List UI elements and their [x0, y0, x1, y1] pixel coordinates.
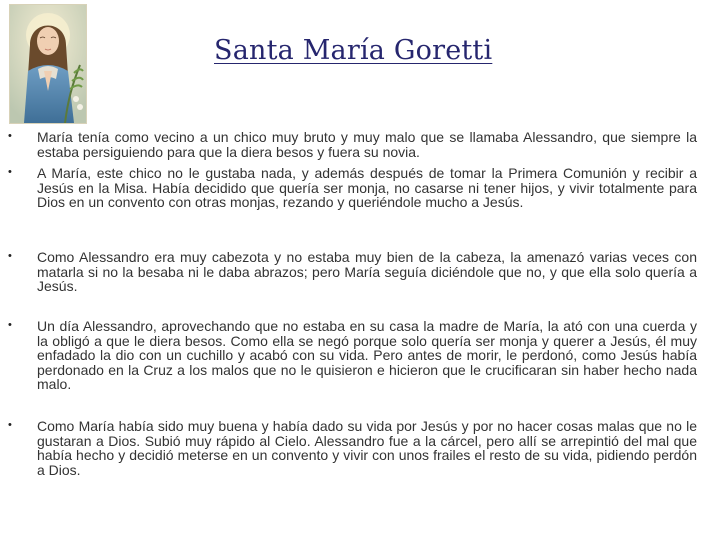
saint-portrait-icon [9, 4, 87, 124]
paragraph: María tenía como vecino a un chico muy bruto y muy malo que se llamaba Alessandro, que siempre la estaba persiguiendo para que la diera besos y fuera su novia. [37, 129, 697, 160]
paragraph: Como Alessandro era muy cabezota y no estaba muy bien de la cabeza, la amenazó varias veces con matarla si no la besaba ni le daba abrazos; pero María seguía diciéndole que no, y que ella solo quería a Jesús. [37, 249, 697, 294]
bullet-icon: • [8, 250, 12, 262]
paragraph: Un día Alessandro, aprovechando que no estaba en su casa la madre de María, la ató con una cuerda y la obligó a que le diera besos. Como ella se negó porque solo quería ser monja y querer a Jesús, él muy enfadado la dio con un cuchillo y acabó con su vida. Pero antes de morir, le perdonó, como Jesús había perdonado en la Cruz a los malos que no le quisieron e hicieron que le crucificaran sin haber hecho nada malo. [37, 318, 697, 392]
bullet-icon: • [8, 319, 12, 331]
bullet-icon: • [8, 166, 12, 178]
bullet-icon: • [8, 130, 12, 142]
bullet-icon: • [8, 419, 12, 431]
paragraph: A María, este chico no le gustaba nada, y además después de tomar la Primera Comunión y recibir a Jesús en la Misa. Había decidido que quería ser monja, no casarse ni tener hijos, y vivir totalmente para Dios en un convento con otras monjas, rezando y queriéndole mucho a Jesús. [37, 165, 697, 210]
slide-title: Santa María Goretti [214, 35, 493, 66]
paragraph: Como María había sido muy buena y había dado su vida por Jesús y por no hacer cosas malas que no le gustaran a Dios. Subió muy rápido al Cielo. Alessandro fue a la cárcel, pero allí se arrepintió del mal que había hecho y decidió meterse en un convento y vivir con unos frailes el resto de su vida, pidiendo perdón a Dios. [37, 418, 697, 478]
